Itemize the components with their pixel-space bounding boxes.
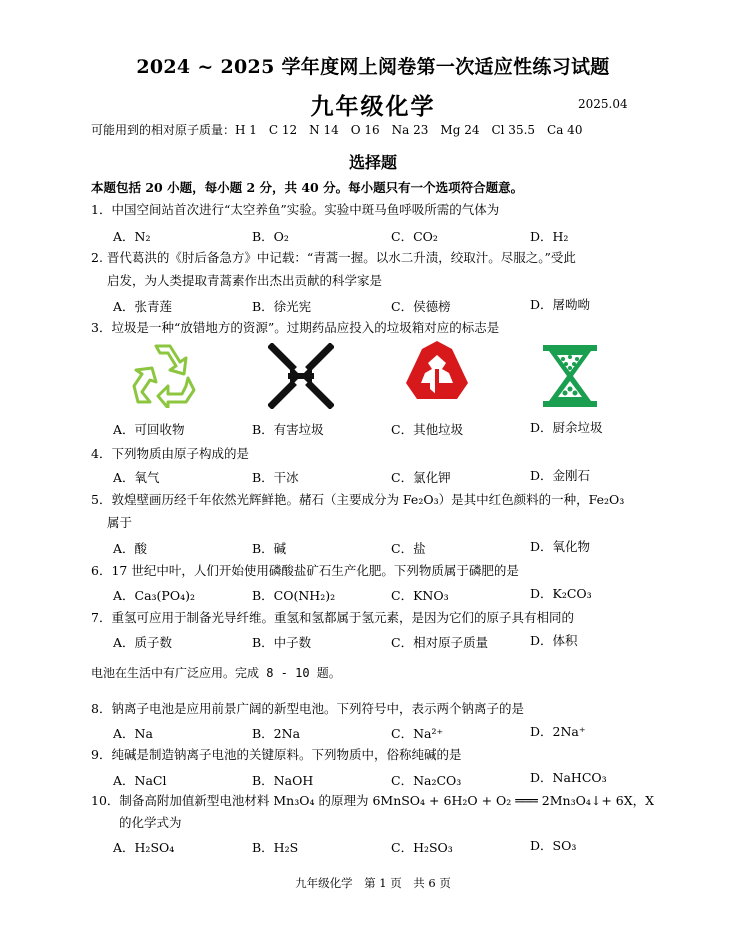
question-8-stem: 8．钠离子电池是应用前景广阔的新型电池。下列符号中，表示两个钠离子的是 (91, 701, 524, 716)
q4-option-b: B．干冰 (252, 470, 299, 485)
question-9-stem: 9．纯碱是制造钠离子电池的关键原料。下列物质中，俗称纯碱的是 (91, 747, 462, 762)
q3-option-d: D．厨余垃圾 (530, 420, 603, 435)
q7-option-d: D．体积 (530, 633, 578, 648)
question-6-stem: 6．17 世纪中叶，人们开始使用磷酸盐矿石生产化肥。下列物质属于磷肥的是 (91, 563, 519, 578)
q5-option-a: A．酸 (113, 541, 148, 556)
q3-option-b: B．有害垃圾 (252, 422, 324, 437)
page-footer: 九年级化学 第 1 页 共 6 页 (295, 876, 451, 890)
q8-option-a: A．Na (113, 726, 153, 741)
q9-option-b: B．NaOH (252, 773, 314, 788)
q5-option-d: D．氧化物 (530, 539, 591, 554)
q2-option-a: A．张青莲 (113, 299, 173, 314)
section-instruction: 本题包括 20 小题，每小题 2 分，共 40 分。每小题只有一个选项符合题意。 (91, 180, 524, 195)
subject-title: 九年级化学 (310, 93, 436, 120)
q1-option-d: D．H₂ (530, 229, 569, 244)
q9-option-d: D．NaHCO₃ (530, 770, 607, 785)
q1-option-a: A．N₂ (113, 229, 151, 244)
q6-option-b: B．CO(NH₂)₂ (252, 588, 336, 603)
q10-option-b: B．H₂S (252, 840, 299, 855)
q8-option-d: D．2Na⁺ (530, 724, 586, 739)
exam-date: 2025.04 (578, 97, 628, 111)
q6-option-a: A．Ca₃(PO₄)₂ (113, 588, 195, 603)
q2-option-b: B．徐光宪 (252, 299, 312, 314)
q8-option-c: C．Na²⁺ (391, 726, 444, 741)
q4-option-d: D．金刚石 (530, 468, 591, 483)
question-10-stem-cont: 的化学式为 (119, 815, 182, 830)
q7-option-c: C．相对原子质量 (391, 635, 489, 650)
q2-option-d: D．屠呦呦 (530, 297, 591, 312)
q2-option-c: C．侯德榜 (391, 299, 451, 314)
q9-option-a: A．NaCl (113, 773, 167, 788)
question-4-stem: 4．下列物质由原子构成的是 (91, 446, 249, 461)
question-10-stem: 10．制备高附加值新型电池材料 Mn₃O₄ 的原理为 6MnSO₄ + 6H₂O + O₂ ═══ 2Mn₃O₄↓+ 6X，X (91, 793, 655, 808)
question-2-stem-cont: 启发，为人类提取青蒿素作出杰出贡献的科学家是 (107, 273, 383, 288)
question-2-stem: 2. 晋代葛洪的《肘后备急方》中记载：“青蒿一握。以水二升渍，绞取汁。尽服之。”受此 (91, 250, 576, 265)
q10-option-c: C．H₂SO₃ (391, 840, 453, 855)
question-7-stem: 7．重氢可应用于制备光导纤维。重氢和氢都属于氢元素，是因为它们的原子具有相同的 (91, 610, 574, 625)
section-title: 选择题 (348, 153, 397, 172)
recycle-icon (128, 340, 200, 408)
q1-option-c: C．CO₂ (391, 229, 438, 244)
q8-option-b: B．2Na (252, 726, 301, 741)
q7-option-b: B．中子数 (252, 635, 312, 650)
question-5-stem: 5．敦煌壁画历经千年依然光辉鲜艳。赭石（主要成分为 Fe₂O₃）是其中红色颜料的一种，Fe₂O₃ (91, 492, 625, 507)
q4-option-c: C．氯化钾 (391, 470, 451, 485)
q3-option-c: C．其他垃圾 (391, 422, 464, 437)
passage-intro: 电池在生活中有广泛应用。完成 8 - 10 题。 (91, 666, 341, 680)
question-3-stem: 3．垃圾是一种“放错地方的资源”。过期药品应投入的垃圾箱对应的标志是 (91, 320, 500, 335)
q1-option-b: B．O₂ (252, 229, 289, 244)
q9-option-c: C．Na₂CO₃ (391, 773, 462, 788)
atomic-masses: 可能用到的相对原子质量：H 1 C 12 N 14 O 16 Na 23 Mg 24 Cl 35.5 Ca 40 (91, 123, 583, 137)
q5-option-b: B．碱 (252, 541, 287, 556)
exam-title: 2024 ~ 2025 学年度网上阅卷第一次适应性练习试题 (136, 56, 610, 78)
q7-option-a: A．质子数 (113, 635, 173, 650)
q10-option-d: D．SO₃ (530, 838, 577, 853)
q10-option-a: A．H₂SO₄ (113, 840, 175, 855)
question-1-stem: 1．中国空间站首次进行“太空养鱼”实验。实验中斑马鱼呼吸所需的气体为 (91, 202, 500, 217)
other-waste-icon (402, 339, 472, 411)
q5-option-c: C．盐 (391, 541, 426, 556)
q3-option-a: A．可回收物 (113, 422, 185, 437)
kitchen-waste-icon (541, 343, 599, 409)
question-5-stem-cont: 属于 (107, 515, 133, 530)
q4-option-a: A．氧气 (113, 470, 160, 485)
hazardous-waste-icon (268, 343, 334, 409)
q6-option-d: D．K₂CO₃ (530, 586, 592, 601)
q6-option-c: C．KNO₃ (391, 588, 449, 603)
